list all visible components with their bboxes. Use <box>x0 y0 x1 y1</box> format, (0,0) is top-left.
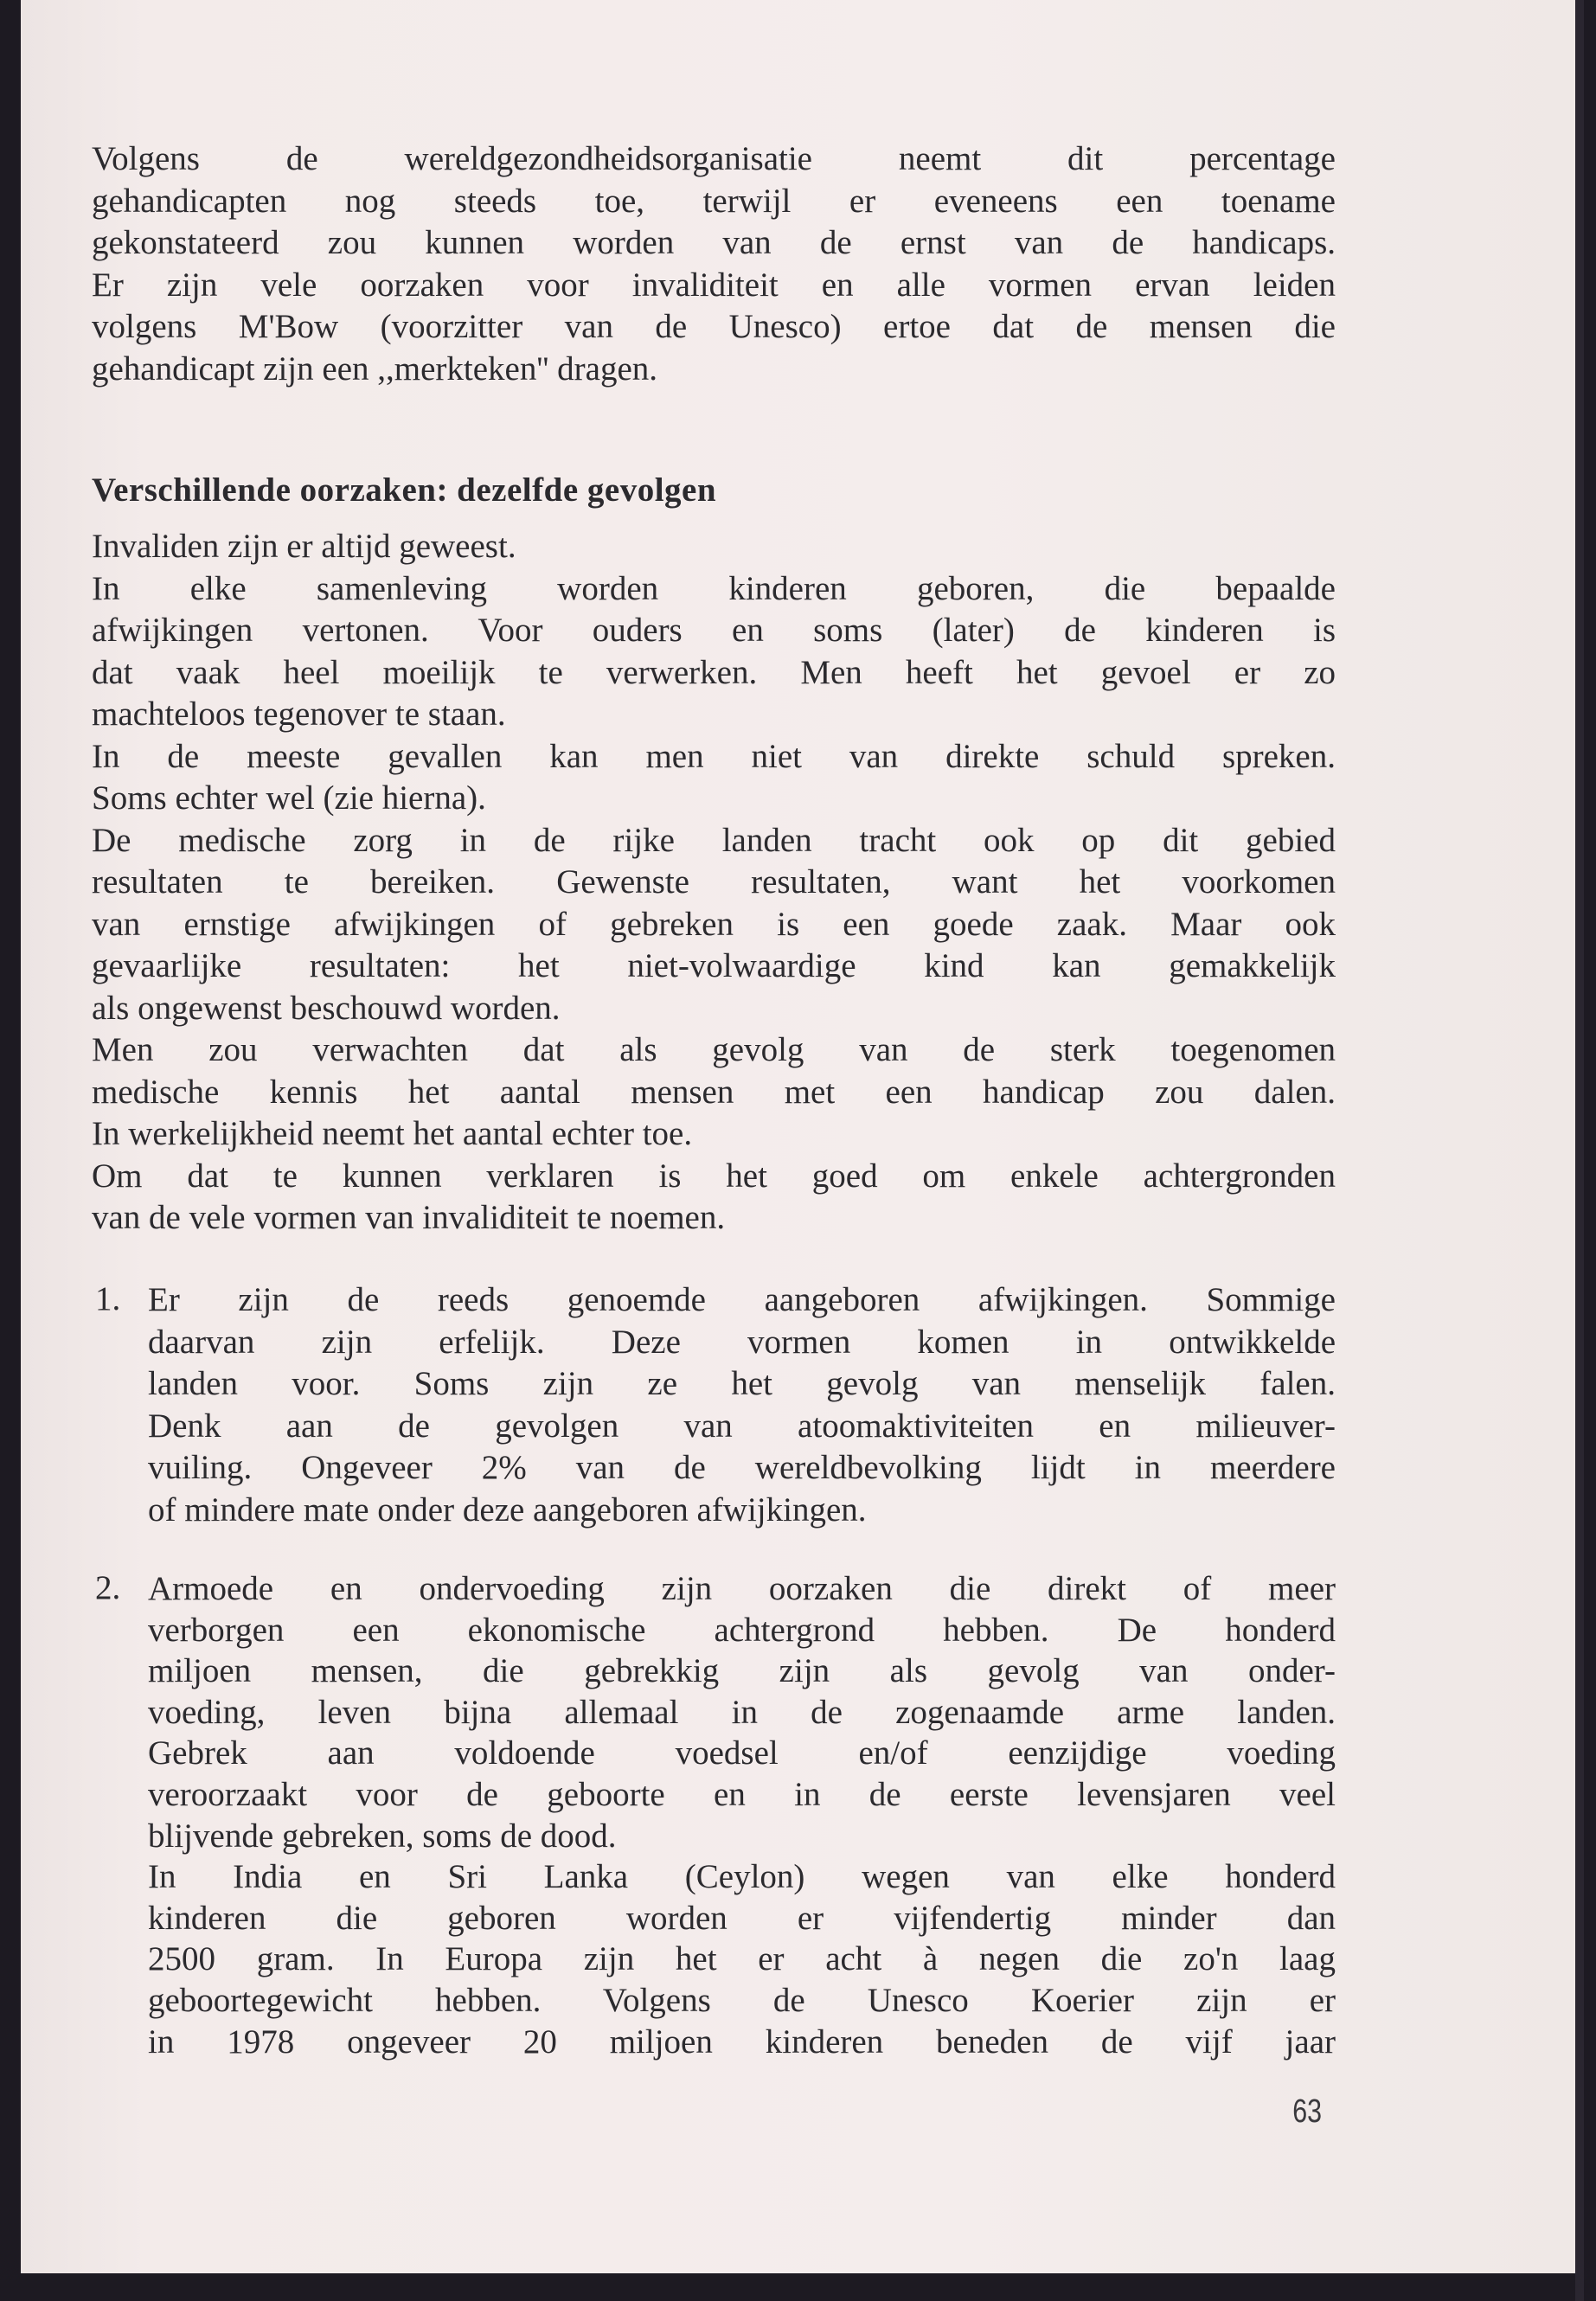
list-item-1 <box>148 1279 1336 1531</box>
text-line: Soms echter wel (zie hierna). <box>92 779 486 817</box>
text-line: van ernstige afwijkingen of gebreken is een goede zaak. Maar ook <box>92 905 1336 943</box>
text-line: in 1978 ongeveer 20 miljoen kinderen beneden de vijf jaar <box>148 2022 1336 2061</box>
text-line: Gebrek aan voldoende voedsel en/of eenzijdige voeding <box>148 1734 1336 1772</box>
text-line: 2500 gram. In Europa zijn het er acht à negen die zo'n laag <box>148 1940 1336 1978</box>
text-line: miljoen mensen, die gebrekkig zijn als gevolg van onder- <box>148 1652 1336 1690</box>
text-line: afwijkingen vertonen. Voor ouders en soms (later) de kinderen is <box>92 612 1336 649</box>
body-text <box>92 526 1336 1240</box>
text-line: gekonstateerd zou kunnen worden van de ernst van de handicaps. <box>92 224 1336 261</box>
text-line: gehandicapt zijn een ,,merkteken'' dragen. <box>92 349 658 388</box>
text-line: In de meeste gevallen kan men niet van direkte schuld spreken. <box>92 737 1336 775</box>
text-line: dat vaak heel moeilijk te verwerken. Men heeft het gevoel er zo <box>92 653 1336 691</box>
text-line: In werkelijkheid neemt het aantal echter toe. <box>92 1115 693 1152</box>
text-line: kinderen die geboren worden er vijfendertig minder dan <box>148 1899 1336 1937</box>
page-number: 63 <box>1292 2093 1323 2130</box>
text-line: resultaten te bereiken. Gewenste resultaten, want het voorkomen <box>92 863 1336 901</box>
text-line: volgens M'Bow (voorzitter van de Unesco) ertoe dat de mensen die <box>92 308 1336 345</box>
text-line: van de vele vormen van invaliditeit te noemen. <box>92 1199 726 1236</box>
text-line: gevaarlijke resultaten: het niet-volwaardige kind kan gemakkelijk <box>92 947 1336 984</box>
page-edge <box>1575 0 1584 2301</box>
text-line: landen voor. Soms zijn ze het gevolg van menselijk falen. <box>148 1365 1336 1402</box>
text-line: verborgen een ekonomische achtergrond hebben. De honderd <box>148 1611 1336 1649</box>
intro-paragraph <box>92 138 1336 390</box>
text-line: De medische zorg in de rijke landen tracht ook op dit gebied <box>92 821 1336 859</box>
text-line: Om dat te kunnen verklaren is het goed om enkele achtergronden <box>92 1157 1336 1195</box>
text-line: daarvan zijn erfelijk. Deze vormen komen in ontwikkelde <box>148 1323 1336 1361</box>
text-line: Volgens de wereldgezondheidsorganisatie neemt dit percentage <box>92 140 1336 177</box>
list-number-1: 1. <box>95 1280 121 1317</box>
text-line: medische kennis het aantal mensen met een handicap zou dalen. <box>92 1073 1336 1111</box>
text-line: In elke samenleving worden kinderen geboren, die bepaalde <box>92 569 1336 607</box>
list-number-2: 2. <box>95 1569 121 1606</box>
text-line: vuiling. Ongeveer 2% van de wereldbevolking lijdt in meerdere <box>148 1449 1336 1486</box>
text-line: of mindere mate onder deze aangeboren afwijkingen. <box>148 1490 867 1529</box>
list-item-2 <box>148 1568 1336 2062</box>
text-line: machteloos tegenover te staan. <box>92 695 506 733</box>
text-line: Denk aan de gevolgen van atoomaktiviteiten en milieuver- <box>148 1407 1336 1445</box>
text-line: Er zijn de reeds genoemde aangeboren afwijkingen. Sommige <box>148 1281 1336 1318</box>
text-line: In India en Sri Lanka (Ceylon) wegen van elke honderd <box>148 1858 1336 1896</box>
text-line: voeding, leven bijna allemaal in de zogenaamde arme landen. <box>148 1693 1336 1731</box>
text-line: geboortegewicht hebben. Volgens de Unesco Koerier zijn er <box>148 1981 1336 2019</box>
section-heading: Verschillende oorzaken: dezelfde gevolgen <box>92 471 717 509</box>
text-line: Er zijn vele oorzaken voor invaliditeit en alle vormen ervan leiden <box>92 266 1336 304</box>
text-line: Invaliden zijn er altijd geweest. <box>92 528 516 565</box>
text-line: als ongewenst beschouwd worden. <box>92 989 561 1027</box>
text-line: gehandicapten nog steeds toe, terwijl er eveneens een toename <box>92 182 1336 220</box>
text-line: Armoede en ondervoeding zijn oorzaken die direkt of meer <box>148 1570 1336 1607</box>
text-line: Men zou verwachten dat als gevolg van de sterk toegenomen <box>92 1031 1336 1068</box>
text-line: veroorzaakt voor de geboorte en in de eerste levensjaren veel <box>148 1775 1336 1813</box>
text-line: blijvende gebreken, soms de dood. <box>148 1817 617 1855</box>
